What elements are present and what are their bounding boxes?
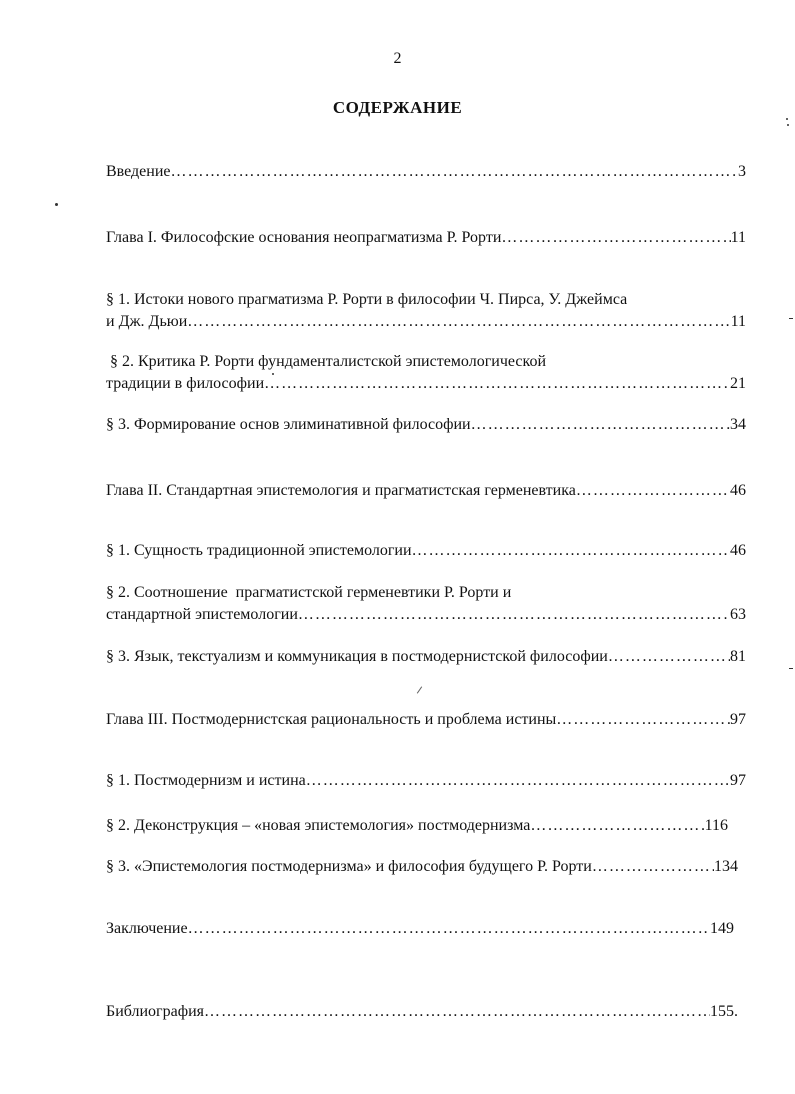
toc-text: § 3. «Эпистемология постмодернизма» и философия будущего Р. Рорти <box>106 858 592 875</box>
toc-text: Заключение <box>106 920 188 937</box>
toc-text: § 3. Язык, текстуализм и коммуникация в постмодернистской философии <box>106 648 608 665</box>
toc-text: Введение <box>106 163 171 180</box>
toc-text: Глава III. Постмодернистская рациональность и проблема истины <box>106 711 557 728</box>
toc-text: традиции в философии <box>106 375 265 392</box>
toc-leader <box>471 414 730 436</box>
toc-entry-ch2-section-3 <box>106 646 746 668</box>
scan-mark <box>417 686 422 693</box>
toc-leader <box>188 918 710 940</box>
toc-page: 81 <box>730 648 746 665</box>
toc-page: 21 <box>730 375 746 392</box>
scan-speck <box>786 118 788 120</box>
toc-text: стандартной эпистемологии <box>106 606 298 623</box>
toc-page: 97 <box>730 711 746 728</box>
toc-text-line1: § 2. Критика Р. Рорти фундаменталистской эпистемологической <box>106 353 546 370</box>
toc-entry-ch1-section-3 <box>106 414 746 436</box>
toc-leader <box>608 646 730 668</box>
toc-page: 46 <box>730 542 746 559</box>
toc-leader <box>530 815 704 837</box>
toc-page: 116 <box>704 817 728 834</box>
toc-leader <box>204 1001 710 1023</box>
toc-page: 46 <box>730 482 746 499</box>
scan-speck <box>789 668 793 669</box>
toc-page: 3 <box>738 163 746 180</box>
toc-leader <box>306 770 730 792</box>
toc-text: и Дж. Дьюи <box>106 313 188 330</box>
scan-speck <box>789 318 793 319</box>
toc-entry-chapter-3 <box>106 709 746 731</box>
toc-entry-ch1-section-2 <box>106 351 746 395</box>
toc-text: Глава II. Стандартная эпистемология и прагматистская герменевтика <box>106 482 576 499</box>
toc-text: Глава I. Философские основания неопрагматизма Р. Рорти <box>106 229 502 246</box>
toc-text: § 3. Формирование основ элиминативной философии <box>106 416 471 433</box>
toc-entry-ch3-section-3 <box>106 856 738 878</box>
toc-page: 34 <box>730 416 746 433</box>
toc-entry-ch3-section-1 <box>106 770 746 792</box>
toc-leader <box>592 856 714 878</box>
scan-speck <box>55 203 58 206</box>
toc-entry-chapter-1 <box>106 227 746 249</box>
toc-entry-ch1-section-1 <box>106 289 746 333</box>
toc-leader <box>501 227 730 249</box>
toc-text: Библиография <box>106 1003 204 1020</box>
toc-entry-intro <box>106 161 746 183</box>
toc-entry-ch2-section-1 <box>106 540 746 562</box>
toc-text: § 2. Деконструкция – «новая эпистемология» постмодернизма <box>106 817 531 834</box>
toc-text: § 1. Сущность традиционной эпистемологии <box>106 542 412 559</box>
toc-leader <box>556 709 730 731</box>
toc-page: 155. <box>710 1003 738 1020</box>
toc-entry-chapter-2 <box>106 480 746 502</box>
toc-leader <box>187 311 730 333</box>
toc-leader <box>576 480 730 502</box>
toc-page: 149 <box>710 920 734 937</box>
toc-page: 134 <box>714 858 738 875</box>
scan-speck <box>787 124 789 126</box>
toc-entry-bibliography <box>106 1001 738 1023</box>
toc-leader <box>264 373 730 395</box>
toc-page: 63 <box>730 606 746 623</box>
toc-text: § 1. Постмодернизм и истина <box>106 772 306 789</box>
scan-speck <box>272 373 274 375</box>
toc-leader <box>412 540 730 562</box>
toc-leader <box>298 604 730 626</box>
toc-page: 97 <box>730 772 746 789</box>
page-number: 2 <box>393 50 402 67</box>
toc-entry-ch3-section-2 <box>106 815 728 837</box>
toc-leader <box>171 161 739 183</box>
toc-page: 11 <box>730 229 746 246</box>
toc-text-line1: § 2. Соотношение прагматистской герменевтики Р. Рорти и <box>106 584 512 601</box>
toc-entry-conclusion <box>106 918 734 940</box>
toc-entry-ch2-section-2 <box>106 582 746 626</box>
toc-page: 11 <box>730 313 746 330</box>
page-title: СОДЕРЖАНИЕ <box>332 98 463 117</box>
toc-text-line1: § 1. Истоки нового прагматизма Р. Рорти в философии Ч. Пирса, У. Джеймса <box>106 291 628 308</box>
